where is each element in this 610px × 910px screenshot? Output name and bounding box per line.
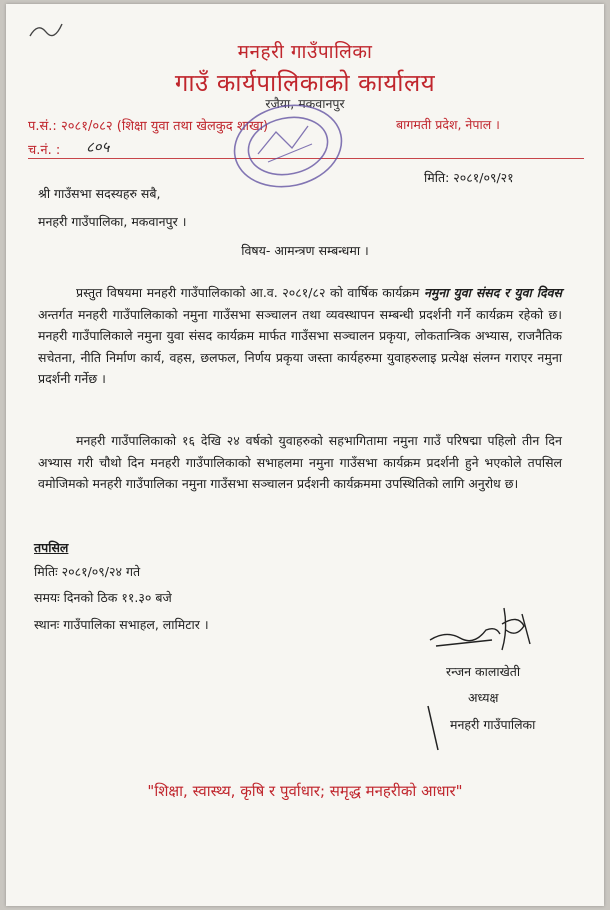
office-address: रजैया, मकवानपुर: [265, 96, 345, 111]
dispatch-number-value: ८०५: [86, 138, 110, 156]
program-name-emphasis: नमुना युवा संसद र युवा दिवस: [423, 285, 562, 300]
paragraph-1-part-1: प्रस्तुत विषयमा मनहरी गाउँपालिकाको आ.व. २०८१/८२ को वार्षिक कार्यक्रम: [76, 285, 424, 300]
recipient-line-1: श्री गाउँसभा सदस्यहरु सबै,: [38, 186, 161, 201]
body-paragraph-2: मनहरी गाउँपालिकाको १६ देखि २४ वर्षको युवाहरुको सहभागितामा नमुना गाउँ परिषद्मा पहिलो तीन दिन अभ्यास गरी चौथो दिन मनहरी गाउँपालिकाको सभाहलमा नमुना गाउँसभा कार्यक्रम प्रदर्शनी हुने भएकोले तपसिल वमोजिमको मनहरी गाउँपालिका नमुना गाउँसभा सञ्चालन प्रर्दशनी कार्यक्रममा उपस्थितिको लागि अनुरोध छ।: [38, 433, 562, 491]
org-name: मनहरी गाउँपालिका: [237, 41, 373, 63]
dispatch-number-label: च.नं. :: [28, 143, 61, 158]
schedule-time: समयः दिनको ठिक ११.३० बजे: [34, 590, 172, 605]
office-stamp: [228, 96, 348, 192]
schedule-heading: तपसिल: [34, 540, 69, 555]
reference-number: प.सं.: २०८१/०८२ (शिक्षा युवा तथा खेलकुद शाखा): [28, 119, 269, 134]
recipient-line-2: मनहरी गाउँपालिका, मकवानपुर ।: [38, 214, 187, 229]
province-label: बागमती प्रदेश, नेपाल ।: [396, 117, 500, 132]
signatory-org: मनहरी गाउँपालिका: [450, 717, 536, 732]
signatory-name: रन्जन कालाखेती: [446, 664, 521, 679]
paragraph-1-part-2: अन्तर्गत मनहरी गाउँपालिकाको नमुना गाउँसभा सञ्चालन तथा व्यवस्थापन सम्बन्धी प्रदर्शनी गर्ने कार्यक्रम रहेको छ। मनहरी गाउँपालिकाले नमुना युवा संसद कार्यक्रम मार्फत गाउँसभा सञ्चालन प्रकृया, लोकतान्त्रिक अभ्यास, राजनैतिक सचेतना, नीति निर्माण कार्य, वहस, छलफल, निर्णय प्रकृया जस्ता कार्यहरुमा युवाहरुलाइ प्रत्येक्ष संलग्न गराएर नमुना प्रदर्शनी गर्नेछ ।: [38, 306, 562, 386]
letter-date: मिति: २०८१/०९/२१: [424, 170, 514, 185]
body-paragraph-1: [38, 282, 562, 390]
schedule-date: मितिः २०८१/०९/२४ गते: [34, 564, 141, 579]
footer-slogan: "शिक्षा, स्वास्थ्य, कृषि र पुर्वाधार; समृद्ध मनहरीको आधार": [147, 782, 463, 800]
schedule-venue: स्थानः गाउँपालिका सभाहल, लामिटार ।: [34, 617, 209, 632]
signature: [426, 600, 546, 660]
signatory-title: अध्यक्ष: [468, 690, 499, 705]
office-name: गाउँ कार्यपालिकाको कार्यालय: [174, 69, 436, 97]
margin-line: [424, 704, 444, 752]
subject-line: विषय- आमन्त्रण सम्बन्धमा ।: [241, 243, 369, 258]
letter-paper: [6, 4, 604, 906]
